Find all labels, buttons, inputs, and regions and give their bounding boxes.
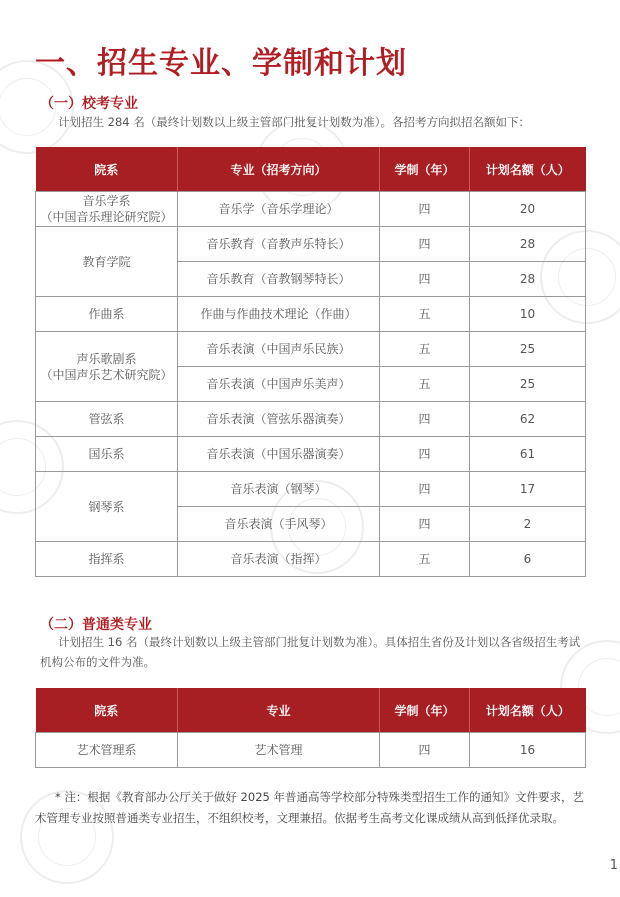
department-cell [36,733,178,768]
department-cell [36,437,178,472]
quota-cell: 2 [470,507,586,542]
quota-cell: 20 [470,192,586,227]
duration-cell: 四 [380,437,470,472]
column-header: 计划名额（人） [470,688,586,733]
department-name: 国乐系 [88,447,125,461]
department-name: 教育学院 [82,254,131,269]
major-cell: 音乐表演（中国声乐民族） [178,332,380,367]
department-name: 声乐歌剧系 [76,351,137,366]
major-cell: 作曲与作曲技术理论（作曲） [178,297,380,332]
duration-cell: 四 [380,733,470,768]
table-row [36,542,586,577]
table-row [36,192,586,227]
page-number: 1 [609,858,618,873]
department-name: （中国声乐艺术研究院） [40,367,173,382]
duration-cell: 四 [380,472,470,507]
major-cell: 艺术管理 [178,733,380,768]
table-header-row [36,688,586,733]
column-header: 专业 [178,688,380,733]
section-heading-school-exam: （一）校考专业 [40,96,138,112]
department-cell [36,332,178,402]
major-cell: 音乐学（音乐学理论） [178,192,380,227]
duration-cell: 五 [380,297,470,332]
duration-cell: 四 [380,262,470,297]
section-heading-general: （二）普通类专业 [40,617,152,633]
department-name: 音乐学系 [82,194,131,208]
department-cell [36,192,178,227]
quota-cell: 28 [470,262,586,297]
duration-cell: 五 [380,367,470,402]
quota-cell: 25 [470,332,586,367]
duration-cell: 五 [380,542,470,577]
quota-cell: 62 [470,402,586,437]
department-cell [36,402,178,437]
duration-cell: 四 [380,192,470,227]
department-cell [36,472,178,542]
duration-cell: 四 [380,227,470,262]
department-name: 指挥系 [88,552,125,566]
quota-cell: 10 [470,297,586,332]
duration-cell: 四 [380,507,470,542]
department-cell [36,542,178,577]
column-header: 学制（年） [380,147,470,192]
column-header: 计划名额（人） [470,147,586,192]
duration-cell: 四 [380,402,470,437]
quota-cell: 16 [470,733,586,768]
page-title: 一、招生专业、学制和计划 [35,46,407,81]
major-cell: 音乐表演（中国乐器演奏） [178,437,380,472]
department-name: 钢琴系 [88,499,125,514]
department-cell [36,297,178,332]
table-row [36,733,586,768]
major-cell: 音乐表演（指挥） [178,542,380,577]
footnote: * 注：根据《教育部办公厅关于做好 2025 年普通高等学校部分特殊类型招生工作的通知》文件要求，艺术管理专业按照普通类专业招生，不组织校考，文理兼招。依据考生高考文化课成绩从高到低择优录取。 [35,790,584,825]
table-row [36,332,586,367]
department-name: 作曲系 [88,307,125,321]
table-row [36,227,586,262]
quota-cell: 6 [470,542,586,577]
table-row [36,437,586,472]
major-cell: 音乐表演（管弦乐器演奏） [178,402,380,437]
school-exam-plan-table [35,147,586,577]
major-cell: 音乐教育（音教声乐特长） [178,227,380,262]
department-cell [36,227,178,297]
table-header-row [36,147,586,192]
quota-cell: 17 [470,472,586,507]
table-row [36,402,586,437]
quota-cell: 28 [470,227,586,262]
column-header: 专业（招考方向） [178,147,380,192]
department-name: （中国音乐理论研究院） [40,210,173,224]
major-cell: 音乐教育（音教钢琴特长） [178,262,380,297]
quota-cell: 61 [470,437,586,472]
department-name: 管弦系 [88,412,125,426]
major-cell: 音乐表演（钢琴） [178,472,380,507]
general-plan-table [35,688,586,768]
table-row [36,297,586,332]
column-header: 院系 [36,688,178,733]
section-note-school-exam: 计划招生 284 名（最终计划数以上级主管部门批复计划数为准）。各招考方向拟招名额如下： [58,115,531,129]
major-cell: 音乐表演（手风琴） [178,507,380,542]
major-cell: 音乐表演（中国声乐美声） [178,367,380,402]
duration-cell: 五 [380,332,470,367]
column-header: 院系 [36,147,178,192]
section-note-general: 计划招生 16 名（最终计划数以上级主管部门批复计划数为准）。具体招生省份及计划以各省级招生考试机构公布的文件为准。 [40,635,581,669]
department-name: 艺术管理系 [76,743,137,757]
table-row [36,472,586,507]
quota-cell: 25 [470,367,586,402]
column-header: 学制（年） [380,688,470,733]
